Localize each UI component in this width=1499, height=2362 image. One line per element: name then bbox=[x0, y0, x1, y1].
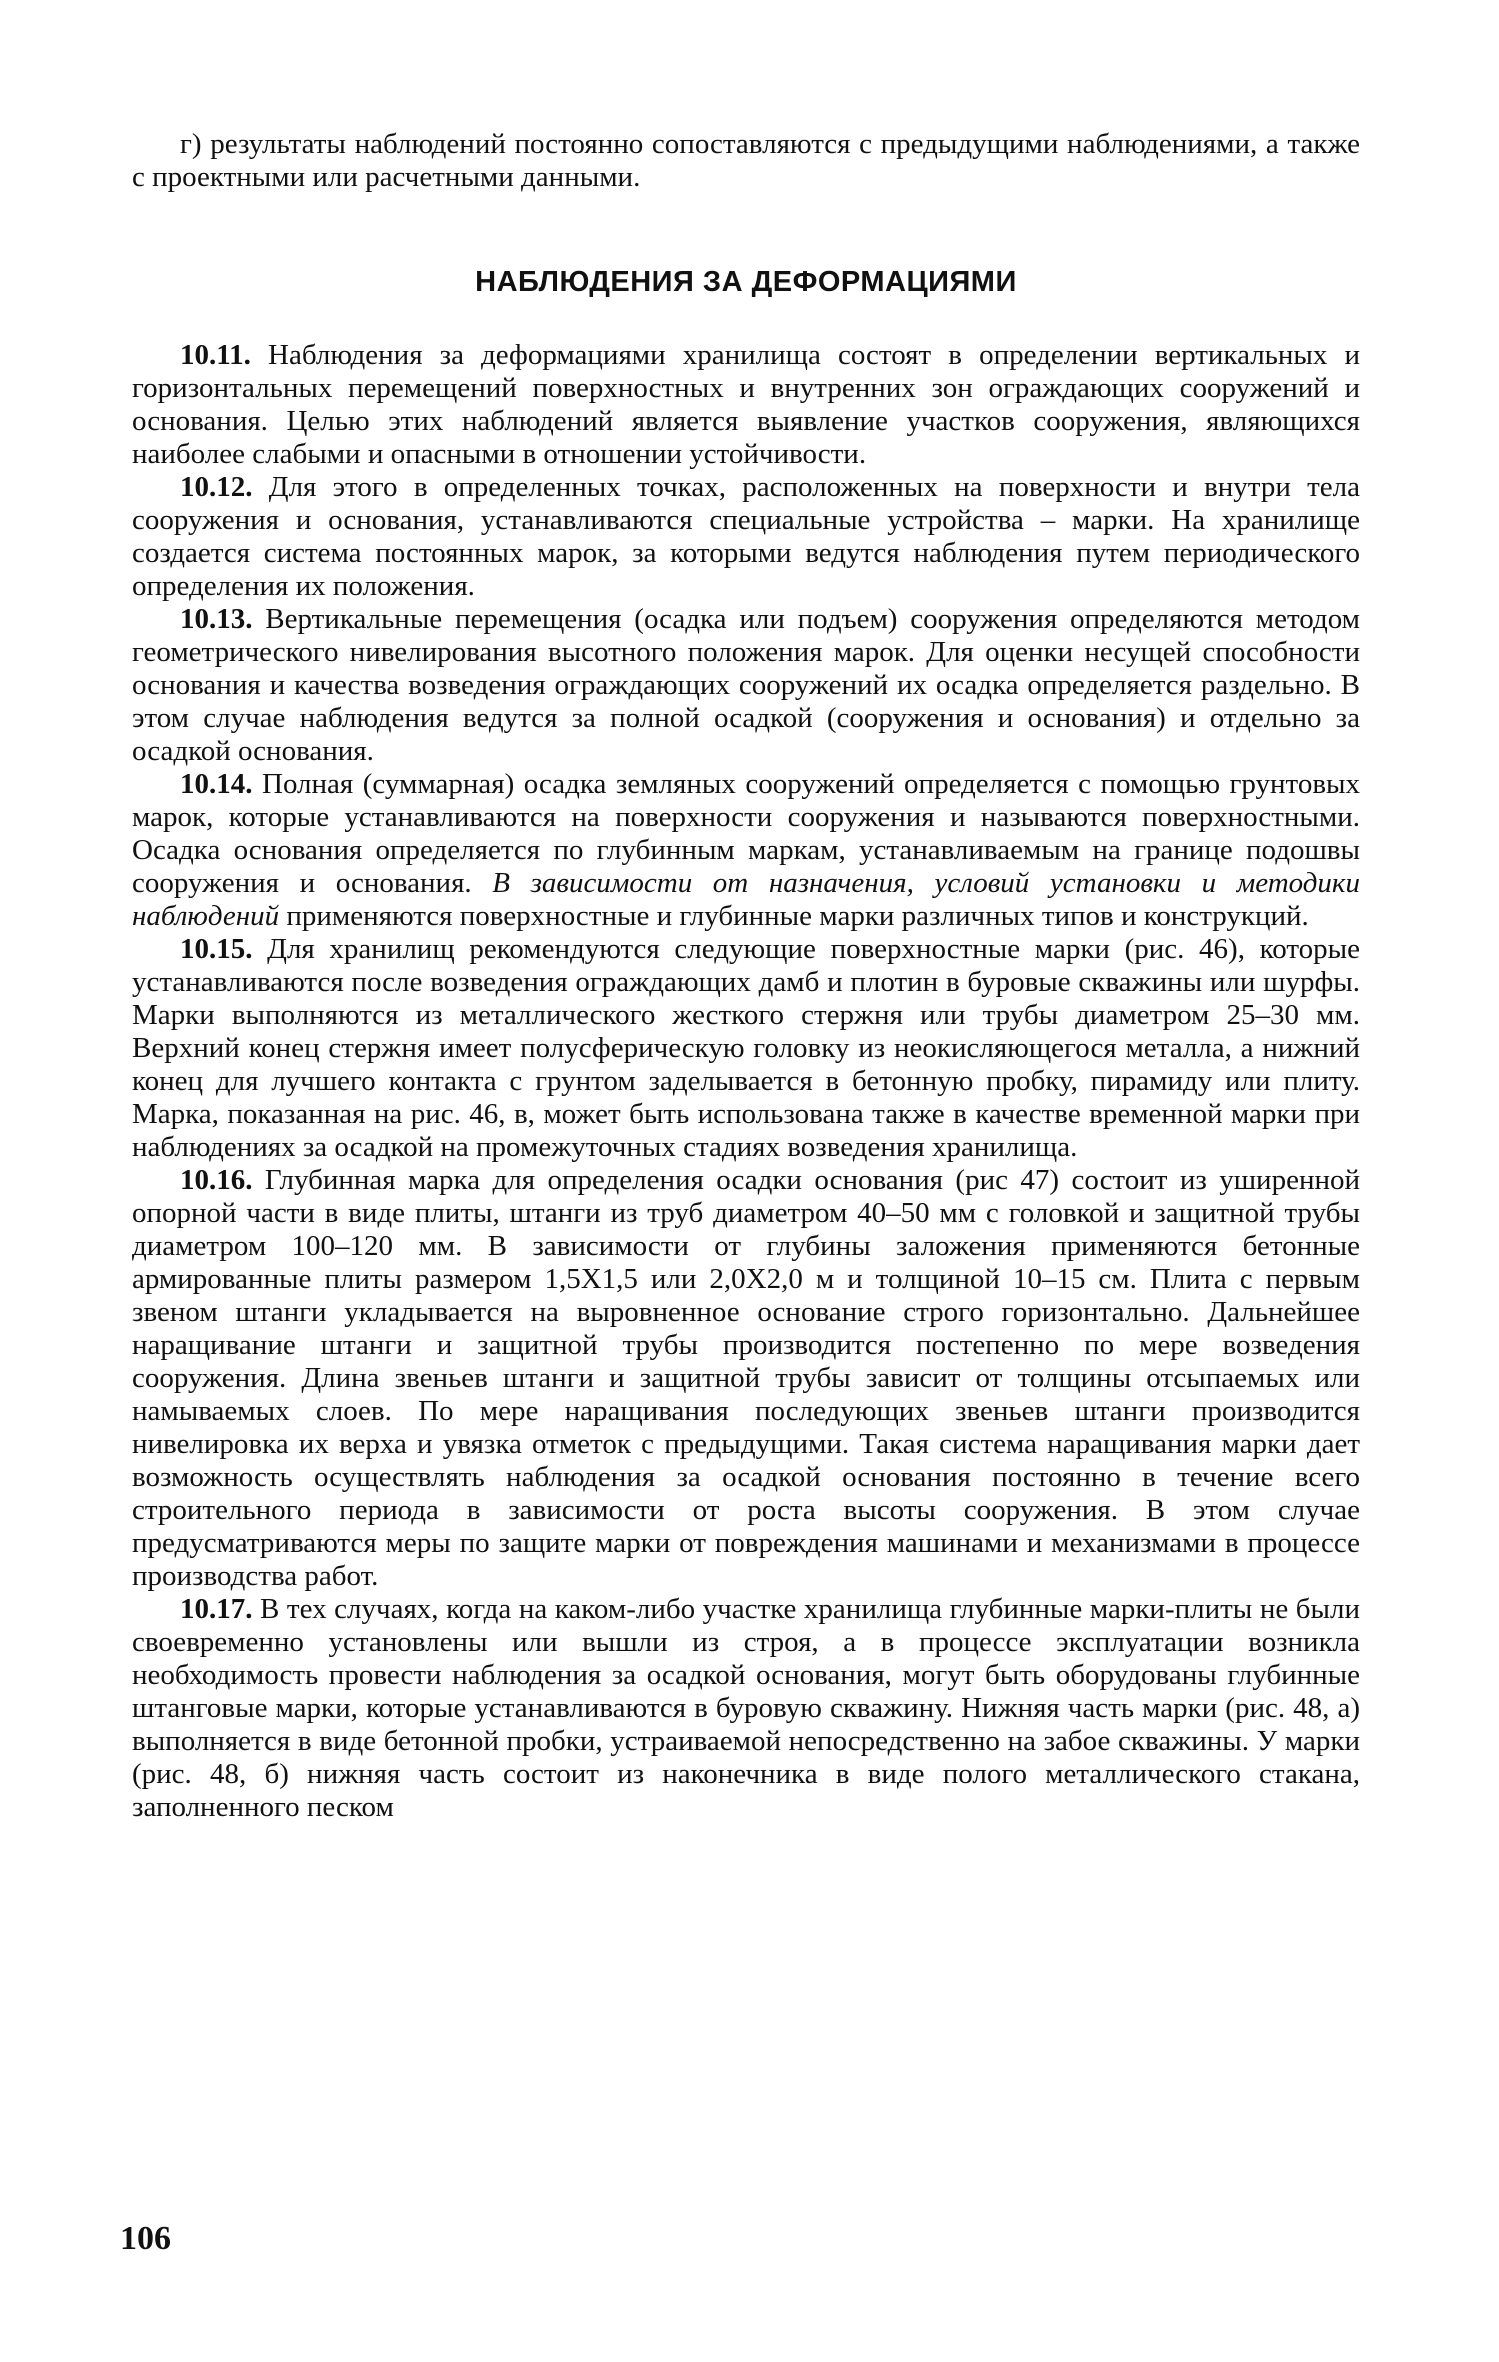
paragraph-number: 10.13. bbox=[180, 603, 253, 635]
paragraph-text: Полная (суммарная) осадка земляных сооружений определяется с помощью грунтовых марок, которые устанавливаются на поверхности сооружения и называются поверхностными. Осадка основания определяется по глубинным маркам, устанавливаемым на границе подошвы сооружения и основания. bbox=[132, 768, 1360, 899]
paragraph-10-17 bbox=[132, 1593, 1360, 1824]
page-number: 106 bbox=[120, 2220, 171, 2257]
paragraph-number: 10.14. bbox=[180, 768, 253, 800]
paragraph-text: Наблюдения за деформациями хранилища состоят в определении вертикальных и горизонтальных перемещений поверхностных и внутренних зон ограждающих сооружений и основания. Целью этих наблюдений является выявление участков сооружения, являющихся наиболее слабыми и опасными в отношении устойчивости. bbox=[132, 339, 1361, 470]
paragraph-number: 10.12. bbox=[180, 471, 253, 503]
paragraph-10-11 bbox=[132, 339, 1360, 471]
paragraph-10-15 bbox=[132, 933, 1360, 1164]
intro-paragraph: г) результаты наблюдений постоянно сопоставляются с предыдущими наблюдениями, а также с проектными или расчетными данными. bbox=[132, 128, 1360, 193]
paragraph-number: 10.11. bbox=[180, 339, 251, 371]
paragraph-text: Глубинная марка для определения осадки основания (рис 47) состоит из уширенной опорной части в виде плиты, штанги из труб диаметром 40–50 мм с головкой и защитной трубы диаметром 100–120 мм. В зависимости от глубины заложения применяются бетонные армированные плиты размером 1,5Х1,5 или 2,0Х2,0 м и толщиной 10–15 см. Плита с первым звеном штанги укладывается на выровненное основание строго горизонтально. Дальнейшее наращивание штанги и защитной трубы производится постепенно по мере возведения сооружения. Длина звеньев штанги и защитной трубы зависит от толщины отсыпаемых или намываемых слоев. По мере наращивания последующих звеньев штанги производится нивелировка их верха и увязка отметок с предыдущими. Такая система наращивания марки дает возможность осуществлять наблюдения за осадкой основания постоянно в течение всего строительного периода в зависимости от роста высоты сооружения. В этом случае предусматриваются меры по защите марки от повреждения машинами и механизмами в процессе производства работ. bbox=[132, 1164, 1361, 1592]
paragraph-text: В тех случаях, когда на каком-либо участке хранилища глубинные марки-плиты не были своевременно установлены или вышли из строя, а в процессе эксплуатации возникла необходимость провести наблюдения за осадкой основания, могут быть оборудованы глубинные штанговые марки, которые устанавливаются в буровую скважину. Нижняя часть марки (рис. 48, а) выполняется в виде бетонной пробки, устраиваемой непосредственно на забое скважины. У марки (рис. 48, б) нижняя часть состоит из наконечника в виде полого металлического стакана, заполненного песком bbox=[132, 1593, 1360, 1823]
section-heading: НАБЛЮДЕНИЯ ЗА ДЕФОРМАЦИЯМИ bbox=[475, 266, 1017, 298]
page-content bbox=[132, 128, 1360, 1824]
paragraph-10-14 bbox=[132, 768, 1360, 933]
paragraph-text: Для этого в определенных точках, расположенных на поверхности и внутри тела сооружения и основания, устанавливаются специальные устройства – марки. На хранилище создается система постоянных марок, за которыми ведутся наблюдения путем периодического определения их положения. bbox=[132, 471, 1361, 602]
paragraph-number: 10.16. bbox=[180, 1164, 253, 1196]
paragraph-10-12 bbox=[132, 471, 1360, 603]
paragraph-text-after: применяются поверхностные и глубинные марки различных типов и конструкций. bbox=[286, 900, 1309, 932]
paragraph-italic-text: В зависимости от назначения, условий установки и методики наблюдений bbox=[132, 867, 1360, 932]
paragraph-number: 10.17. bbox=[180, 1593, 253, 1625]
paragraph-text: Для хранилищ рекомендуются следующие поверхностные марки (рис. 46), которые устанавливаются после возведения ограждающих дамб и плотин в буровые скважины или шурфы. Марки выполняются из металлического жесткого стержня или трубы диаметром 25–30 мм. Верхний конец стержня имеет полусферическую головку из неокисляющегося металла, а нижний конец для лучшего контакта с грунтом заделывается в бетонную пробку, пирамиду или плиту. Марка, показанная на рис. 46, в, может быть использована также в качестве временной марки при наблюдениях за осадкой на промежуточных стадиях возведения хранилища. bbox=[132, 933, 1360, 1163]
paragraph-10-13 bbox=[132, 603, 1360, 768]
paragraph-10-16 bbox=[132, 1164, 1360, 1593]
paragraph-text: Вертикальные перемещения (осадка или подъем) сооружения определяются методом геометрического нивелирования высотного положения марок. Для оценки несущей способности основания и качества возведения ограждающих сооружений их осадка определяется раздельно. В этом случае наблюдения ведутся за полной осадкой (сооружения и основания) и отдельно за осадкой основания. bbox=[132, 603, 1361, 767]
paragraph-number: 10.15. bbox=[180, 933, 253, 965]
